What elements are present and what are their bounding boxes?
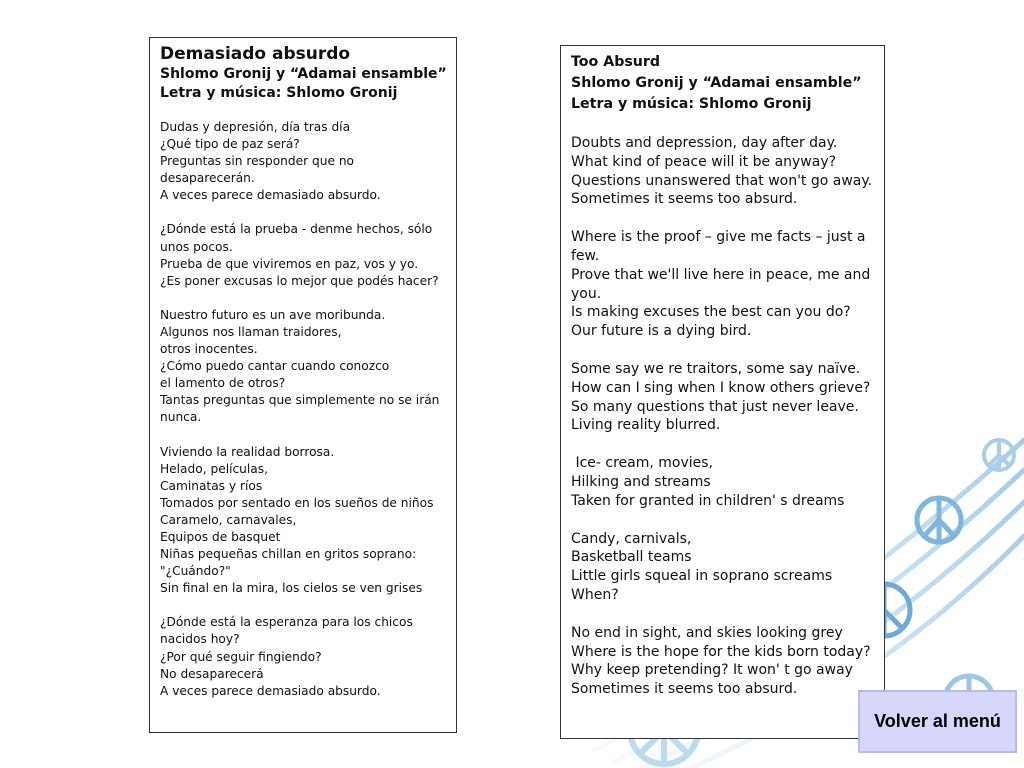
lyric-line: Viviendo la realidad borrosa. — [160, 444, 335, 459]
lyric-line: Ice- cream, movies, — [571, 455, 714, 472]
peace-sign-icon — [917, 498, 961, 542]
stanza — [160, 119, 448, 204]
stanza — [571, 360, 876, 435]
spanish-lyrics-body — [160, 119, 448, 700]
lyric-line: ¿Por qué seguir fingiendo? — [160, 649, 322, 664]
lyric-line: ¿Es poner excusas lo mejor que podés hacer? — [160, 273, 439, 288]
lyric-line: Algunos nos llaman traidores, — [160, 324, 342, 339]
spanish-artist-line: Shlomo Gronij y “Adamai ensamble” — [160, 66, 447, 82]
lyric-line: Candy, carnivals, — [571, 530, 692, 547]
lyric-line: Where is the hope for the kids born today? — [571, 643, 871, 660]
lyric-line: Sometimes it seems too absurd. — [571, 681, 798, 698]
back-to-menu-button[interactable]: Volver al menú — [858, 690, 1017, 753]
lyric-line: Doubts and depression, day after day. — [571, 135, 838, 151]
lyric-line: Sin final en la mira, los cielos se ven grises — [160, 581, 423, 596]
lyric-line: Sometimes it seems too absurd. — [571, 191, 798, 208]
lyric-line: Caminatas y ríos — [160, 478, 263, 493]
stanza — [571, 228, 876, 341]
lyric-line: Nuestro futuro es un ave moribunda. — [160, 307, 386, 322]
lyric-line: Where is the proof – give me facts – just a few. — [571, 229, 870, 264]
lyric-line: A veces parece demasiado absurdo. — [160, 683, 381, 698]
lyric-line: Taken for granted in children' s dreams — [571, 492, 845, 509]
lyric-line: Prove that we'll live here in peace, me and you. — [571, 266, 875, 302]
stanza — [160, 221, 448, 289]
lyric-line: otros inocentes. — [160, 342, 258, 357]
lyric-line: How can I sing when I know others grieve? — [571, 379, 871, 396]
lyric-line: ¿Dónde está la esperanza para los chicos nacidos hoy? — [160, 615, 417, 647]
lyric-line: No desaparecerá — [160, 666, 264, 681]
lyric-line: What kind of peace will it be anyway? — [571, 153, 837, 170]
english-lyrics-body — [571, 134, 876, 699]
lyric-line: A veces parece demasiado absurdo. — [160, 188, 381, 203]
lyric-line: Why keep pretending? It won' t go away — [571, 662, 853, 679]
spanish-lyrics-panel — [149, 37, 457, 733]
lyric-line: Equipos de basquet — [160, 529, 281, 544]
spanish-credits-line: Letra y música: Shlomo Gronij — [160, 85, 398, 101]
lyric-line: Questions unanswered that won't go away. — [571, 172, 873, 189]
lyric-line: When? — [571, 586, 619, 603]
lyric-line: Preguntas sin responder que no desaparecerán. — [160, 154, 358, 186]
lyric-line: Dudas y depresión, día tras día — [160, 120, 351, 134]
english-lyrics-panel — [560, 45, 885, 739]
lyric-line: Hilking and streams — [571, 473, 711, 490]
lyric-line: So many questions that just never leave. — [571, 398, 859, 415]
lyric-line: Niñas pequeñas chillan en gritos soprano: — [160, 547, 417, 562]
lyric-line: Helado, películas, — [160, 461, 268, 476]
stanza — [160, 614, 448, 699]
lyric-line: Is making excuses the best can you do? — [571, 304, 851, 321]
lyric-line: Little girls squeal in soprano screams — [571, 568, 833, 585]
lyric-line: Tomados por sentado en los sueños de niños — [160, 495, 434, 510]
lyric-line: Tantas preguntas que simplemente no se irán nunca. — [160, 393, 444, 425]
stanza — [571, 624, 876, 699]
stanza — [160, 444, 448, 598]
spanish-song-title: Demasiado absurdo — [160, 44, 351, 64]
lyric-line: Caramelo, carnavales, — [160, 512, 297, 527]
english-song-title: Too Absurd — [571, 54, 661, 70]
lyric-line: Our future is a dying bird. — [571, 323, 752, 340]
lyric-line: ¿Cómo puedo cantar cuando conozco — [160, 359, 390, 374]
stanza — [571, 530, 876, 605]
lyric-line: Basketball teams — [571, 549, 692, 566]
lyric-line: ¿Dónde está la prueba - denme hechos, sólo unos pocos. — [160, 222, 437, 254]
lyric-line: "¿Cuándo?" — [160, 564, 231, 579]
stanza — [571, 134, 876, 209]
lyric-line: Living reality blurred. — [571, 417, 721, 434]
lyric-line: el lamento de otros? — [160, 376, 286, 391]
lyric-line: No end in sight, and skies looking grey — [571, 624, 843, 641]
english-credits-line: Letra y música: Shlomo Gronij — [571, 96, 812, 112]
lyric-line: ¿Qué tipo de paz será? — [160, 137, 300, 152]
stanza — [160, 307, 448, 427]
lyric-line: Some say we re traitors, some say naïve. — [571, 360, 861, 377]
lyric-line: Prueba de que viviremos en paz, vos y yo. — [160, 256, 419, 271]
english-artist-line: Shlomo Gronij y “Adamai ensamble” — [571, 75, 862, 91]
stanza — [571, 454, 876, 510]
